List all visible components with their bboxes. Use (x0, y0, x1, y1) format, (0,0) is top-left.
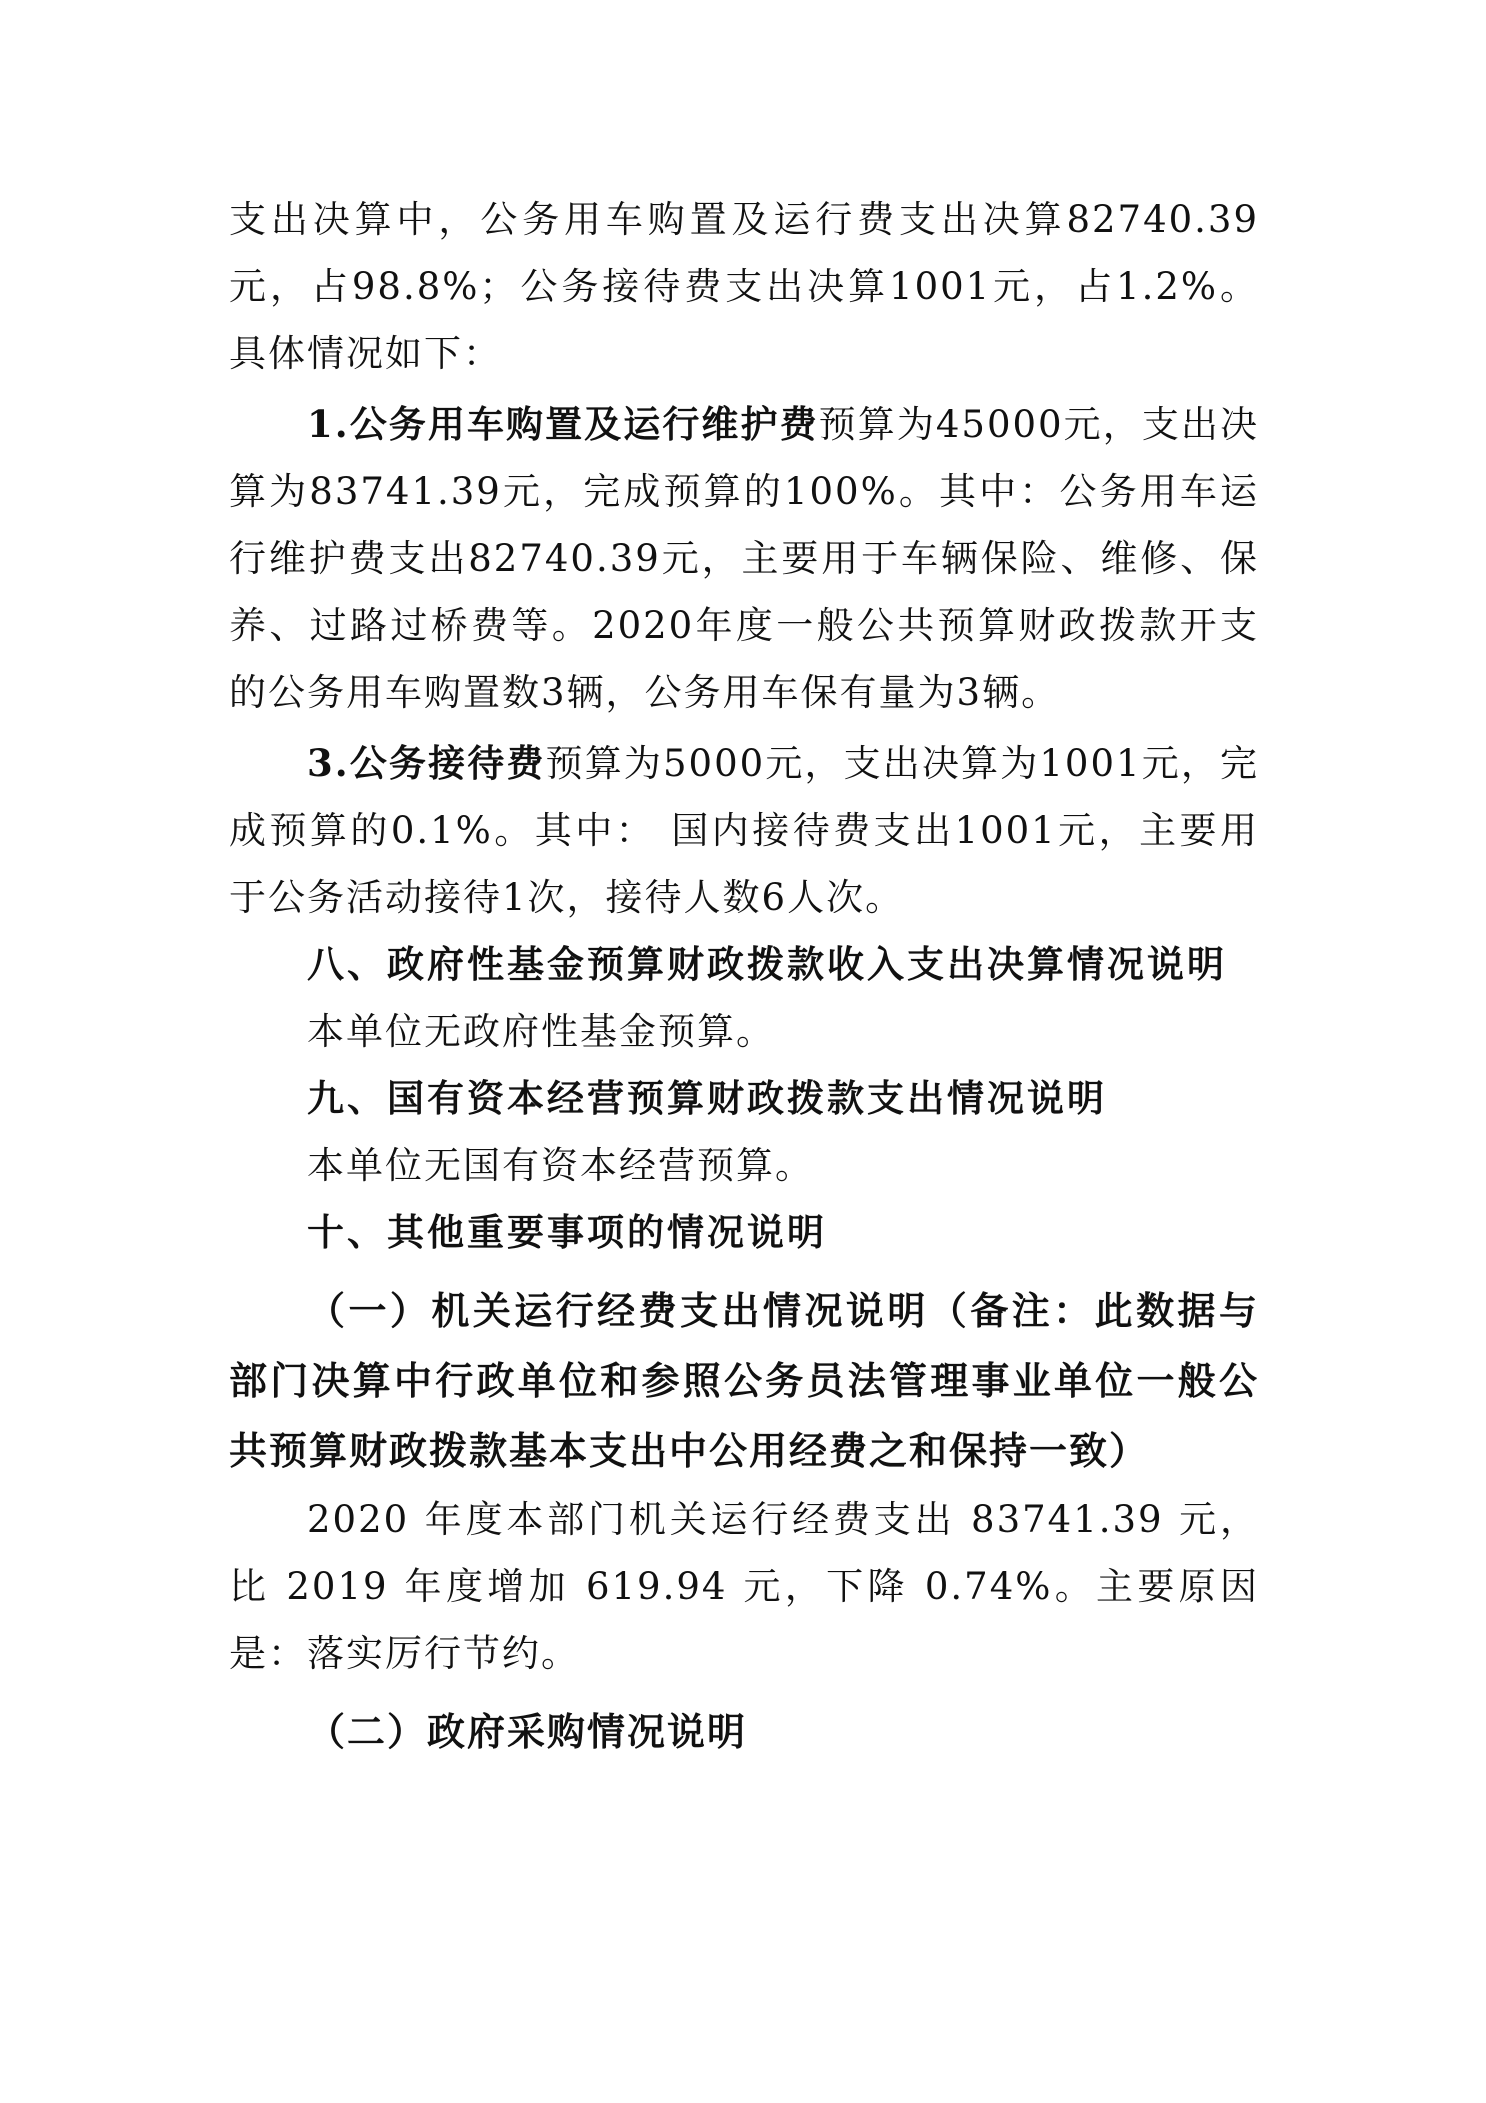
item-1-paragraph (229, 391, 1259, 726)
item-3-paragraph (229, 730, 1259, 931)
section-10-heading: 十、其他重要事项的情况说明 (307, 1210, 827, 1254)
sub-2-heading: （二）政府采购情况说明 (307, 1709, 748, 1754)
section-9-text: 本单位无国有资本经营预算。 (307, 1144, 814, 1187)
section-8-text: 本单位无政府性基金预算。 (307, 1010, 775, 1053)
item-3-label: 3.公务接待费 (307, 741, 546, 785)
intro-paragraph: 支出决算中，公务用车购置及运行费支出决算82740.39元，占98.8%；公务接待费支出决算1001元，占1.2%。具体情况如下： (229, 198, 1259, 375)
section-9-heading: 九、国有资本经营预算财政拨款支出情况说明 (307, 1076, 1107, 1120)
document-body (229, 186, 1259, 1767)
item-1-label: 1.公务用车购置及运行维护费 (307, 402, 819, 446)
sub-1-text: 2020 年度本部门机关运行经费支出 83741.39 元，比 2019 年度增加 619.94 元，下降 0.74%。主要原因是：落实厉行节约。 (229, 1498, 1259, 1675)
item-1-text: 预算为45000元，支出决算为83741.39元，完成预算的100%。其中：公务用车运行维护费支出82740.39元，主要用于车辆保险、维修、保养、过路过桥费等。2020年度一般公共预算财政拨款开支的公务用车购置数3辆，公务用车保有量为3辆。 (229, 403, 1259, 714)
section-8-heading: 八、政府性基金预算财政拨款收入支出决算情况说明 (307, 942, 1227, 986)
sub-1-heading: （一）机关运行经费支出情况说明（备注：此数据与部门决算中行政单位和参照公务员法管理事业单位一般公共预算财政拨款基本支出中公用经费之和保持一致） (229, 1288, 1259, 1473)
item-3-text: 预算为5000元，支出决算为1001元，完成预算的0.1%。其中： 国内接待费支出1001元，主要用于公务活动接待1次，接待人数6人次。 (229, 742, 1259, 919)
